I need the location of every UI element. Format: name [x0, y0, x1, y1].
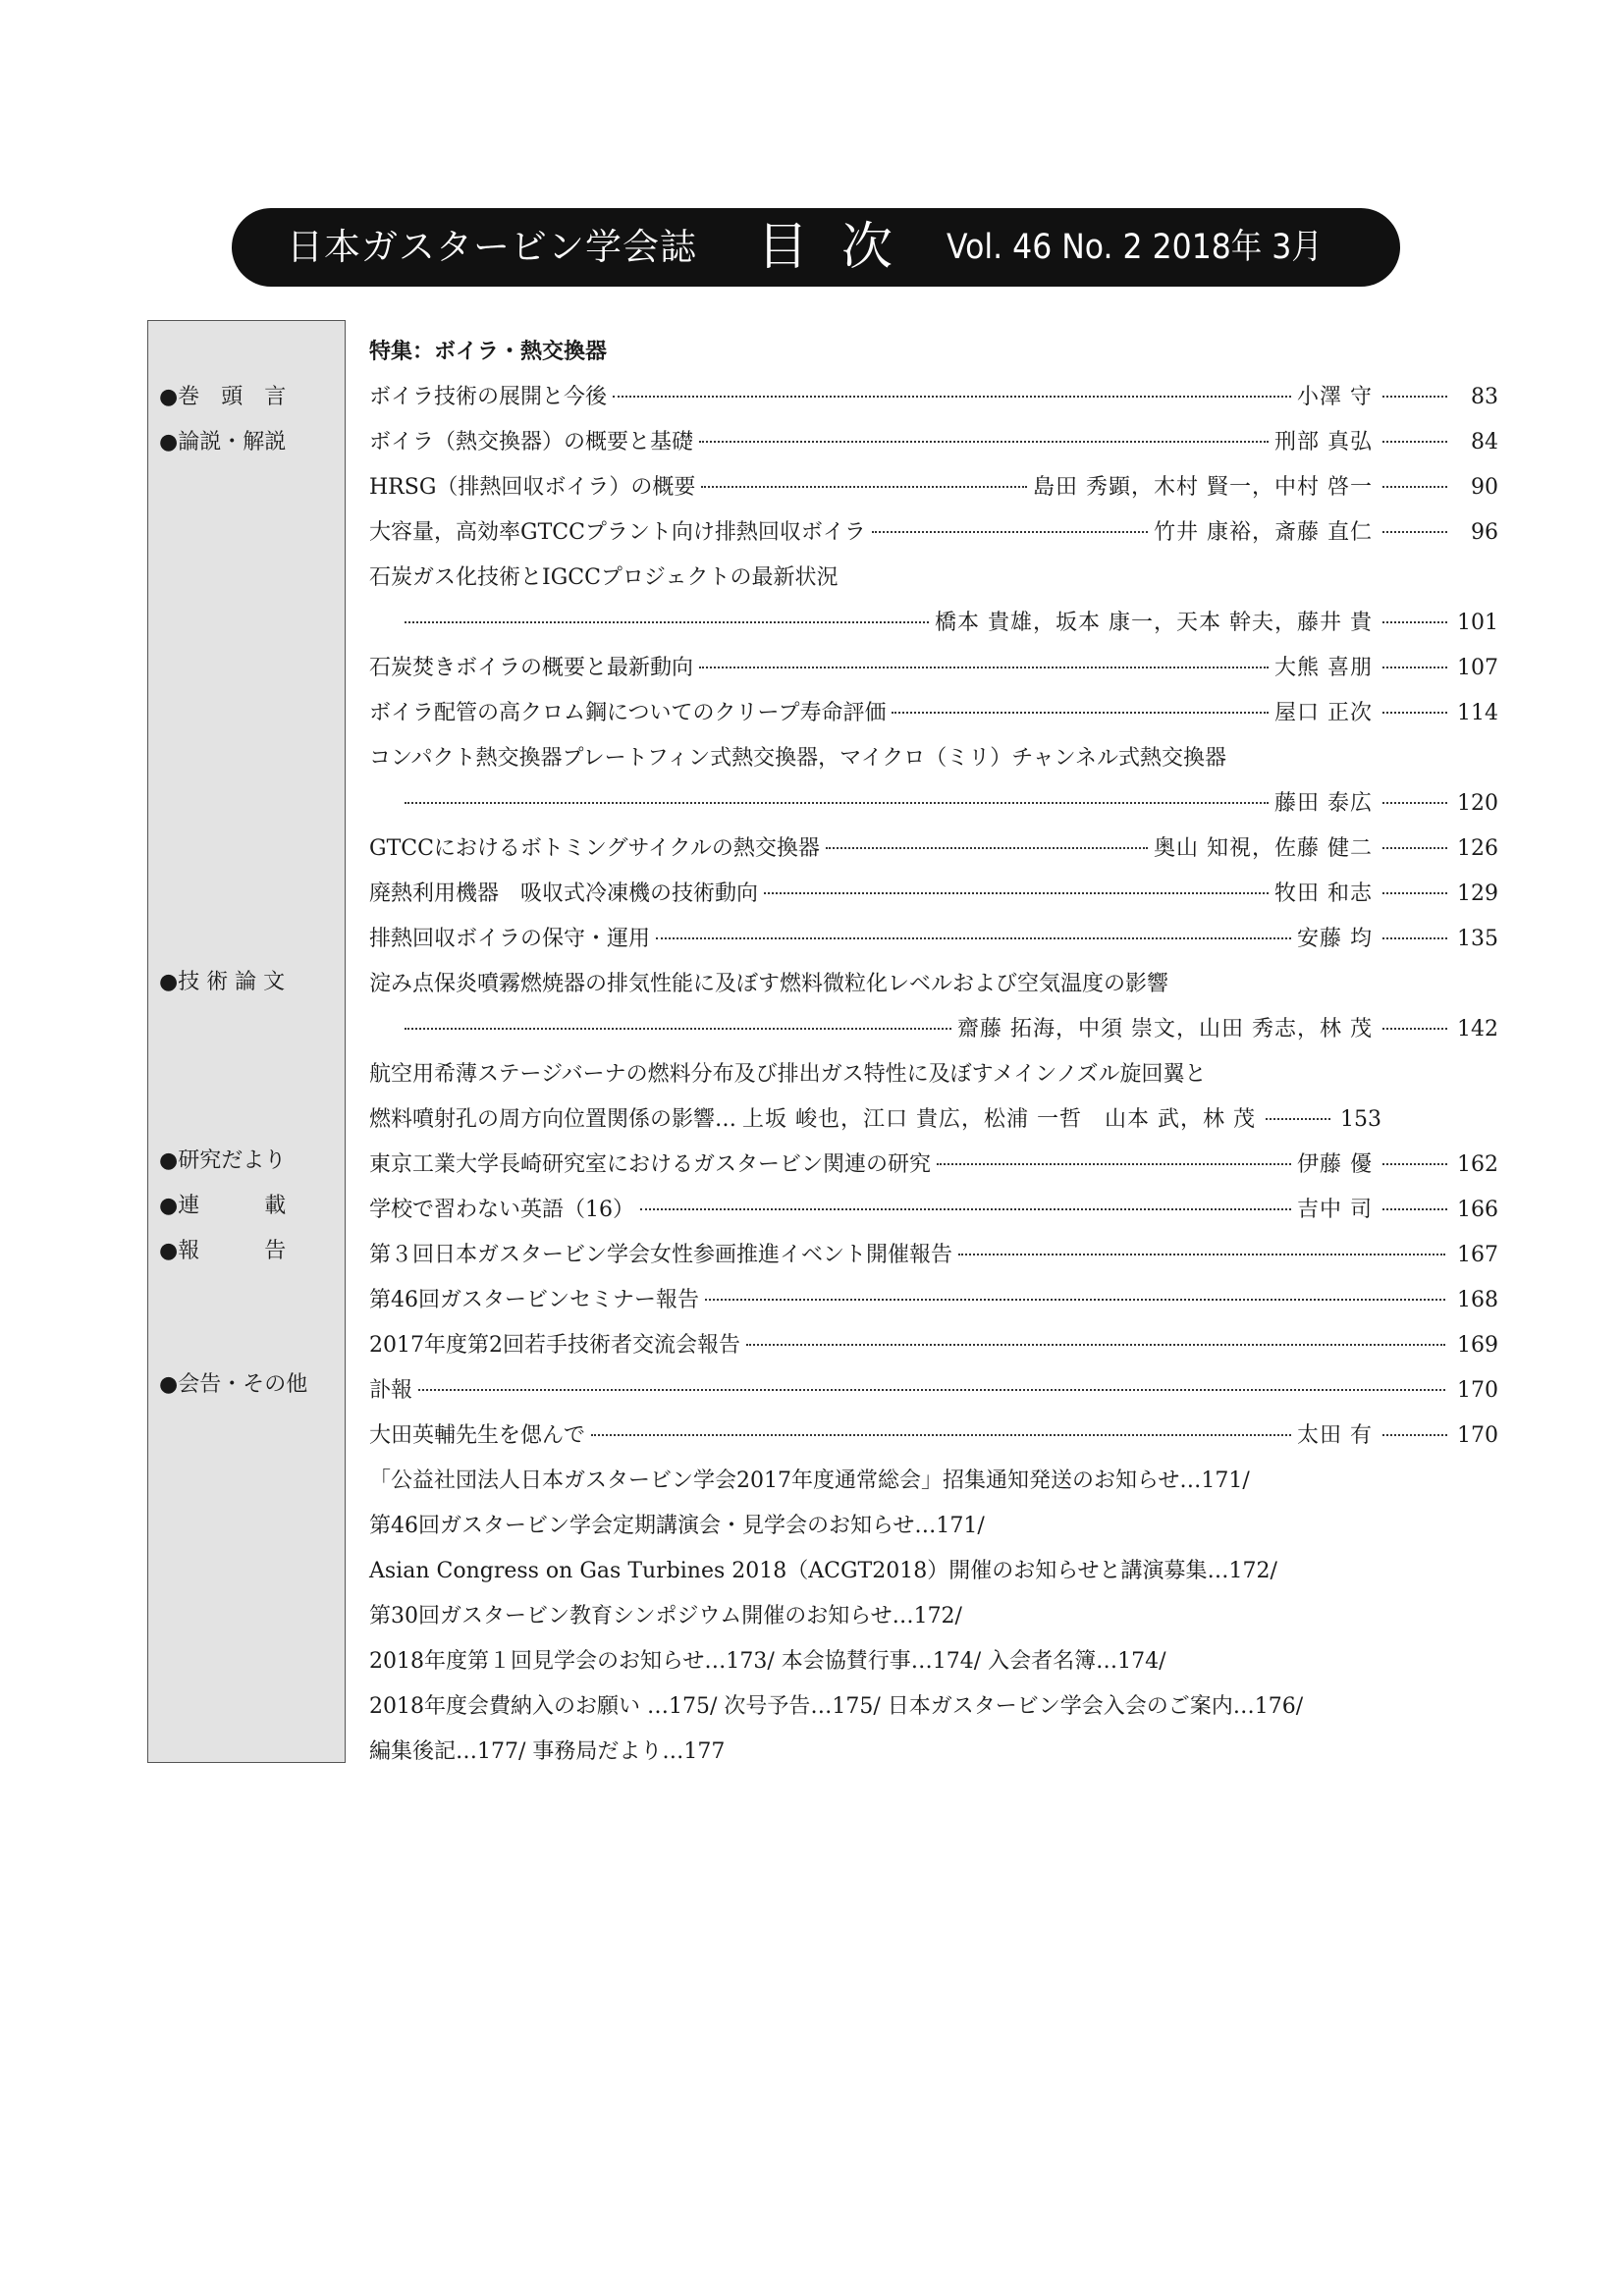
journal-title: 日本ガスタービン学会誌: [287, 226, 697, 268]
entry-author: 大熊 喜朋: [1274, 656, 1373, 680]
leader-dots: [1382, 1028, 1447, 1030]
entry-title[interactable]: コンパクト熱交換器プレートフィン式熱交換器，マイクロ（ミリ）チャンネル式熱交換器: [369, 746, 1226, 771]
leader-dots: [1266, 1118, 1330, 1120]
entry-title: ボイラ技術の展開と今後: [369, 385, 608, 409]
leader-dots: [1382, 441, 1447, 443]
leader-dots: [1382, 892, 1447, 894]
entry-title[interactable]: 淀み点保炎噴霧燃焼器の排気性能に及ぼす燃料微粒化レベルおよび空気温度の影響: [369, 972, 1169, 996]
entry-title: GTCCにおけるボトミングサイクルの熱交換器: [369, 836, 820, 861]
entry-page: 168: [1457, 1288, 1498, 1312]
entry-page: 120: [1457, 791, 1498, 816]
entry-title: 廃熱利用機器 吸収式冷凍機の技術動向: [369, 881, 759, 906]
entry-author: 太田 有: [1297, 1423, 1373, 1448]
toc-entry-continuation[interactable]: [399, 1007, 1498, 1052]
leader-dots: [699, 441, 1269, 443]
leader-dots: [937, 1163, 1291, 1165]
section-lab-report: ●研究だより: [159, 1148, 287, 1173]
toc-entry[interactable]: [369, 691, 1498, 736]
notice-line[interactable]: 編集後記…177/ 事務局だより…177: [369, 1739, 726, 1764]
entry-title: HRSG（排熱回収ボイラ）の概要: [369, 475, 696, 500]
leader-dots: [405, 621, 929, 623]
section-notices: ●会告・その他: [159, 1372, 308, 1397]
leader-dots: [1382, 667, 1447, 668]
entry-title: 第３回日本ガスタービン学会女性参画推進イベント開催報告: [369, 1243, 953, 1267]
leader-dots: [1382, 712, 1447, 714]
entry-author: 小澤 守: [1297, 385, 1373, 409]
leader-dots: [958, 1254, 1445, 1255]
leader-dots: [1382, 486, 1447, 488]
leader-dots: [613, 396, 1291, 398]
entry-author: 上坂 峻也，江口 貴広，松浦 一哲 山本 武，林 茂: [742, 1107, 1256, 1132]
toc-entry[interactable]: [369, 1414, 1498, 1459]
leader-dots: [1382, 621, 1447, 623]
entry-title: 訃報: [369, 1378, 413, 1403]
entry-page: 107: [1457, 656, 1498, 680]
toc-entry[interactable]: [369, 510, 1498, 556]
leader-dots: [705, 1299, 1445, 1301]
entry-page: 170: [1457, 1423, 1498, 1448]
entry-page: 90: [1471, 475, 1498, 500]
toc-entry[interactable]: [369, 1143, 1498, 1188]
entry-title: ボイラ配管の高クロム鋼についてのクリープ寿命評価: [369, 701, 887, 725]
entry-title: 排熱回収ボイラの保守・運用: [369, 927, 651, 951]
entry-title: 大田英輔先生を偲んで: [369, 1423, 586, 1448]
leader-dots: [699, 667, 1269, 668]
notice-line[interactable]: 「公益社団法人日本ガスタービン学会2017年度通常総会」招集通知発送のお知らせ…171/: [369, 1468, 1250, 1493]
entry-author: 牧田 和志: [1274, 881, 1373, 906]
section-serial: ●連 載: [159, 1194, 287, 1218]
entry-title[interactable]: 航空用希薄ステージバーナの燃料分布及び排出ガス特性に及ぼすメインノズル旋回翼と: [369, 1062, 1207, 1087]
notice-line[interactable]: 第46回ガスタービン学会定期講演会・見学会のお知らせ…171/: [369, 1514, 985, 1538]
entry-title: 石炭焚きボイラの概要と最新動向: [369, 656, 694, 680]
entry-author: 橋本 貴雄，坂本 康一，天本 幹夫，藤井 貴: [935, 611, 1373, 635]
leader-dots: [1382, 937, 1447, 939]
leader-dots: [418, 1389, 1445, 1391]
entry-page: 83: [1471, 385, 1498, 409]
entry-title: 燃料噴射孔の周方向位置関係の影響…: [369, 1107, 737, 1132]
toc-entry[interactable]: [369, 646, 1498, 691]
entry-title: 第46回ガスタービンセミナー報告: [369, 1288, 699, 1312]
entry-author: 刑部 真弘: [1274, 430, 1373, 454]
leader-dots: [872, 531, 1148, 533]
category-sidebar: [147, 320, 346, 1763]
notice-line[interactable]: 2018年度会費納入のお願い …175/ 次号予告…175/ 日本ガスタービン学会入会のご案内…176/: [369, 1694, 1304, 1719]
entry-title[interactable]: 石炭ガス化技術とIGCCプロジェクトの最新状況: [369, 565, 839, 590]
toc-entry[interactable]: [369, 1188, 1498, 1233]
toc-entry[interactable]: [369, 420, 1498, 465]
entry-author: 吉中 司: [1297, 1198, 1373, 1222]
entry-page: 142: [1457, 1017, 1498, 1041]
entry-page: 101: [1457, 611, 1498, 635]
toc-entry[interactable]: [369, 465, 1498, 510]
entry-title: ボイラ（熱交換器）の概要と基礎: [369, 430, 694, 454]
entry-page: 129: [1457, 881, 1498, 906]
entry-author: 屋口 正次: [1274, 701, 1373, 725]
leader-dots: [764, 892, 1269, 894]
toc-entry[interactable]: [369, 917, 1498, 962]
leader-dots: [591, 1434, 1291, 1436]
leader-dots: [826, 847, 1148, 849]
entry-page: 114: [1457, 701, 1498, 725]
notice-line[interactable]: 2018年度第１回見学会のお知らせ…173/ 本会協賛行事…174/ 入会者名簿…174/: [369, 1649, 1166, 1674]
section-technical-papers: ●技 術 論 文: [159, 970, 286, 994]
entry-page: 126: [1457, 836, 1498, 861]
entry-title: 大容量，高効率GTCCプラント向け排熱回収ボイラ: [369, 520, 866, 545]
leader-dots: [640, 1208, 1291, 1210]
entry-author: 島田 秀顕，木村 賢一，中村 啓一: [1033, 475, 1373, 500]
section-foreword: ●巻 頭 言: [159, 385, 287, 409]
entry-title: 東京工業大学長崎研究室におけるガスタービン関連の研究: [369, 1152, 932, 1177]
leader-dots: [1382, 396, 1447, 398]
entry-page: 162: [1457, 1152, 1498, 1177]
toc-heading: 目次: [757, 218, 927, 277]
toc-entry[interactable]: [369, 1233, 1498, 1278]
toc-entry[interactable]: [369, 827, 1498, 872]
leader-dots: [1382, 1208, 1447, 1210]
entry-author: 藤田 泰広: [1274, 791, 1373, 816]
entry-page: 167: [1457, 1243, 1498, 1267]
toc-entry[interactable]: [369, 1368, 1498, 1414]
leader-dots: [746, 1344, 1445, 1346]
notice-line[interactable]: 第30回ガスタービン教育シンポジウム開催のお知らせ…172/: [369, 1604, 962, 1629]
feature-heading: 特集：ボイラ・熱交換器: [369, 340, 608, 364]
section-report: ●報 告: [159, 1239, 287, 1263]
entry-page: 135: [1457, 927, 1498, 951]
entry-author: 竹井 康裕，斎藤 直仁: [1154, 520, 1373, 545]
leader-dots: [405, 802, 1269, 804]
entry-author: 奥山 知視，佐藤 健二: [1154, 836, 1373, 861]
toc-entry[interactable]: [369, 375, 1498, 420]
toc-entry[interactable]: [369, 1278, 1498, 1323]
notice-line[interactable]: Asian Congress on Gas Turbines 2018（ACGT2018）開催のお知らせと講演募集…172/: [369, 1559, 1277, 1583]
toc-entry-continuation[interactable]: [399, 781, 1498, 827]
volume-issue: Vol. 46 No. 2 2018年 3月: [947, 228, 1323, 267]
entry-author: 齋藤 拓海，中須 崇文，山田 秀志，林 茂: [957, 1017, 1373, 1041]
leader-dots: [656, 937, 1291, 939]
section-review: ●論説・解説: [159, 430, 287, 454]
entry-page: 84: [1471, 430, 1498, 454]
leader-dots: [1382, 802, 1447, 804]
entry-page: 169: [1457, 1333, 1498, 1358]
leader-dots: [405, 1028, 951, 1030]
entry-page: 96: [1471, 520, 1498, 545]
leader-dots: [1382, 1163, 1447, 1165]
toc-header-banner: [232, 208, 1400, 287]
entry-author: 伊藤 優: [1297, 1152, 1373, 1177]
entry-page: 170: [1457, 1378, 1498, 1403]
leader-dots: [701, 486, 1027, 488]
entry-page: 153: [1339, 1107, 1381, 1132]
leader-dots: [1382, 1434, 1447, 1436]
leader-dots: [1382, 531, 1447, 533]
entry-title: 2017年度第2回若手技術者交流会報告: [369, 1333, 740, 1358]
toc-entry[interactable]: [369, 872, 1498, 917]
entry-author: 安藤 均: [1297, 927, 1373, 951]
entry-title: 学校で習わない英語（16）: [369, 1198, 634, 1222]
toc-entry[interactable]: [369, 1097, 1498, 1143]
toc-entry-continuation[interactable]: [399, 601, 1498, 646]
leader-dots: [1382, 847, 1447, 849]
leader-dots: [892, 712, 1269, 714]
toc-entry[interactable]: [369, 1323, 1498, 1368]
entry-page: 166: [1457, 1198, 1498, 1222]
